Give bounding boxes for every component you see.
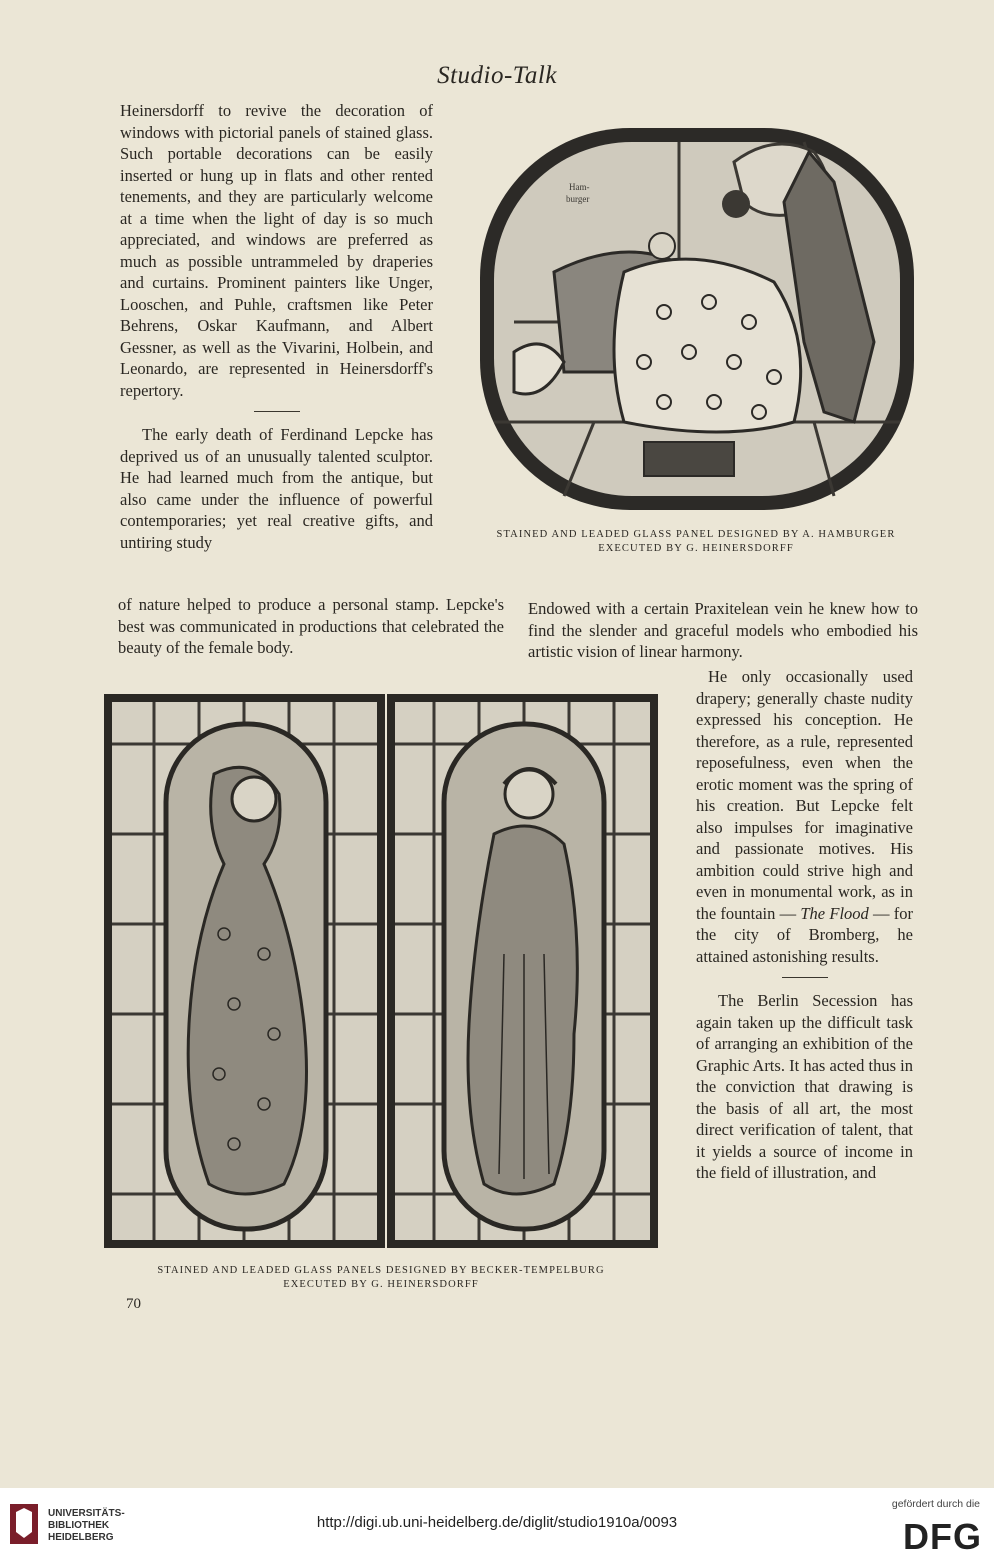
panel-signature: Ham- <box>569 182 590 192</box>
caption-line: STAINED AND LEADED GLASS PANEL DESIGNED BY A. HAMBURGER <box>496 529 896 540</box>
caption-line: EXECUTED BY G. HEINERSDORFF <box>283 1279 479 1290</box>
right-column <box>696 666 913 1184</box>
figure-stained-glass-panels-becker-tempelburg <box>104 694 658 1254</box>
italic-title: The Flood <box>800 903 869 923</box>
body-paragraph: Heinersdorff to revive the decoration of windows with pictorial panels of stained glass. Such portable decorations can be easily inserted or hung up in flats and other rented tenements, and they are particularly welcome at a time when the light of day is so much appreciated, and windows are preferred as much as possible untrammeled by draperies and curtains. Prominent painters like Unger, Looschen, and Puhle, craftsmen like Peter Behrens, Oskar Kaufmann, and Albert Gessner, as well as the Vivarini, Holbein, and Leonardo, are represented in Heinersdorff's repertory. <box>120 101 433 400</box>
wide-text-left <box>118 594 504 659</box>
svg-text:burger: burger <box>566 194 590 204</box>
figure-stained-glass-panel-hamburger <box>474 122 920 516</box>
body-paragraph: The early death of Ferdinand Lepcke has deprived us of an unusually talented sculptor. He had learned much from the antique, but also came under the influence of powerful contemporaries; yet real creative gifts, and untiring study <box>120 425 433 552</box>
figure-caption-bottom <box>104 1264 658 1292</box>
figure-caption-top <box>454 528 938 556</box>
library-line: HEIDELBERG <box>48 1532 114 1543</box>
running-head: Studio-Talk <box>437 62 557 89</box>
caption-line: EXECUTED BY G. HEINERSDORFF <box>598 543 794 554</box>
body-paragraph: of nature helped to produce a personal stamp. Lepcke's best was communicated in productions that celebrated the beauty of the female body. <box>118 595 504 657</box>
text-run: He only occasionally used drapery; generally chaste nudity expressed his conception. He therefore, as a rule, represented reposefulness, even when the erotic moment was the spring of his creation. But Lepcke felt also impulses for imaginative and passionate motives. His ambition could strive high and even in monumental work, as in the fountain — <box>696 667 913 923</box>
library-line: BIBLIOTHEK <box>48 1520 110 1531</box>
left-column <box>120 100 433 553</box>
wide-text-right <box>528 598 918 663</box>
page-number: 70 <box>126 1296 141 1312</box>
body-paragraph: The Berlin Secession has again taken up the difficult task of arranging an exhibition of the Graphic Arts. It has acted thus in the conviction that drawing is the basis of all art, the most direct verification of talent, that it yields a source of income in the field of illustration, and <box>696 991 913 1182</box>
library-line: UNIVERSITÄTS- <box>48 1508 125 1519</box>
caption-line: STAINED AND LEADED GLASS PANELS DESIGNED BY BECKER-TEMPELBURG <box>157 1265 605 1276</box>
section-divider <box>782 977 828 978</box>
section-divider <box>254 411 300 412</box>
body-paragraph <box>696 666 913 967</box>
funded-by-label: gefördert durch die <box>891 1498 980 1510</box>
text-run: — for the city of Bromberg, he attained astonishing results. <box>696 903 914 966</box>
digitization-footer <box>0 1488 994 1568</box>
source-url[interactable]: http://digi.ub.uni-heidelberg.de/diglit/studio1910a/0093 <box>316 1514 678 1531</box>
dfg-logo: DFG <box>903 1516 982 1557</box>
body-paragraph: Endowed with a certain Praxitelean vein he knew how to find the slender and graceful models who embodied his artistic vision of linear harmony. <box>528 599 918 661</box>
